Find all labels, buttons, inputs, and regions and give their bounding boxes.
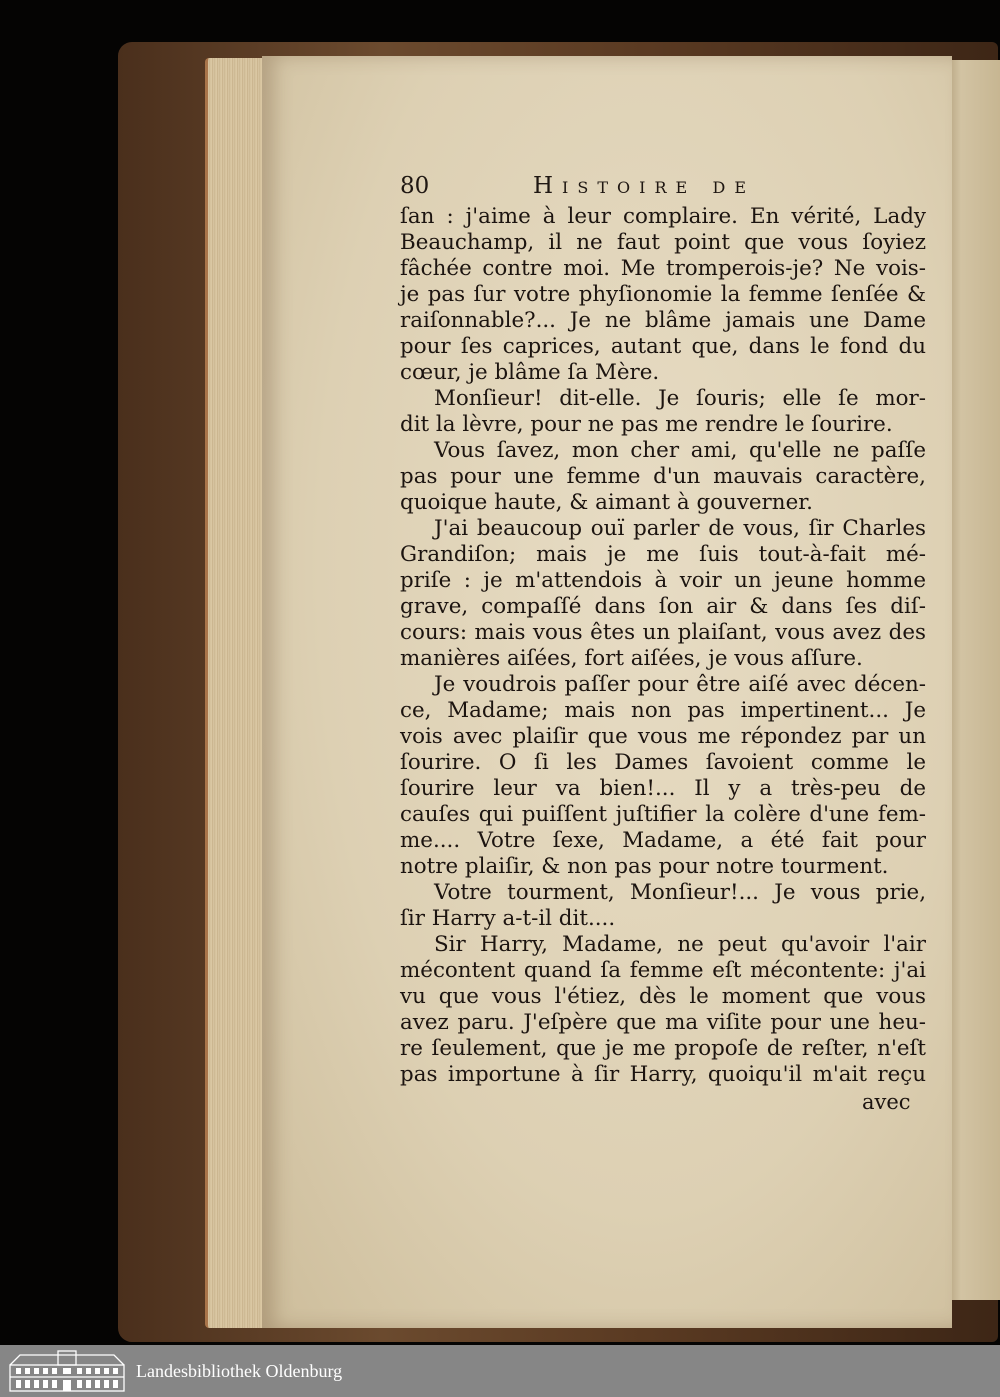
page-number: 80 bbox=[400, 173, 430, 199]
text-line: ſan : j'aime à leur complaire. En vérité, Lady bbox=[400, 204, 926, 229]
text-line: manières aiſées, fort aiſées, je vous aſſure. bbox=[400, 646, 863, 671]
text-line: je pas ſur votre phyſionomie la femme ſenſée & bbox=[400, 282, 926, 307]
text-line: ce, Madame; mais non pas impertinent... Je bbox=[400, 698, 926, 723]
library-name: Landesbibliothek Oldenburg bbox=[136, 1361, 343, 1381]
text-line: J'ai beaucoup ouï parler de vous, ſir Charles bbox=[434, 516, 926, 541]
text-line: notre plaiſir, & non pas pour notre tourment. bbox=[400, 854, 889, 879]
text-line: pas pour une femme d'un mauvais caractère, bbox=[400, 464, 926, 489]
text-line: ſourire leur va bien!... Il y a très-peu de bbox=[400, 776, 926, 801]
page-edge-right bbox=[948, 60, 1000, 1300]
footer-bar bbox=[0, 1345, 1000, 1397]
text-line: vois avec plaiſir que vous me répondez par un bbox=[400, 724, 926, 749]
library-building-icon bbox=[8, 1349, 126, 1393]
text-line: pas importune à ſir Harry, quoiqu'il m'ait reçu bbox=[400, 1062, 926, 1087]
text-line: mécontent quand ſa femme eſt mécontente: j'ai bbox=[400, 958, 926, 983]
text-line: cours: mais vous êtes un plaiſant, vous avez des bbox=[400, 620, 926, 645]
text-line: priſe : je m'attendois à voir un jeune homme bbox=[400, 568, 926, 593]
text-line: avez paru. J'eſpère que ma viſite pour une heu- bbox=[400, 1010, 926, 1035]
text-line: ſir Harry a-t-il dit.... bbox=[400, 906, 616, 931]
running-title: Histoire de bbox=[533, 173, 755, 199]
text-line: Grandiſon; mais je me ſuis tout-à-fait mé- bbox=[400, 542, 926, 567]
text-line: me.... Votre ſexe, Madame, a été fait pour bbox=[400, 828, 926, 853]
text-line: dit la lèvre, pour ne pas me rendre le ſourire. bbox=[400, 412, 893, 437]
text-line: vu que vous l'étiez, dès le moment que vous bbox=[400, 984, 926, 1009]
text-line: raiſonnable?... Je ne blâme jamais une Dame bbox=[400, 308, 926, 333]
text-line: Monſieur! dit-elle. Je ſouris; elle ſe mor- bbox=[434, 386, 926, 411]
text-line: Votre tourment, Monſieur!... Je vous prie, bbox=[434, 880, 926, 905]
text-line: grave, compaſſé dans ſon air & dans ſes diſ- bbox=[400, 594, 926, 619]
text-line: pour ſes caprices, autant que, dans le fond du bbox=[400, 334, 926, 359]
text-line: Vous ſavez, mon cher ami, qu'elle ne paſſe bbox=[434, 438, 926, 463]
page-header bbox=[400, 168, 930, 204]
text-line: Je voudrois paſſer pour être aiſé avec décen- bbox=[434, 672, 926, 697]
catchword: avec bbox=[862, 1090, 911, 1114]
text-line: re ſeulement, que je me propoſe de reſter, n'eſt bbox=[400, 1036, 926, 1061]
text-line: fâchée contre moi. Me tromperois-je? Ne vois- bbox=[400, 256, 926, 281]
text-line: cœur, je blâme ſa Mère. bbox=[400, 360, 660, 385]
text-line: ſourire. O ſi les Dames ſavoient comme le bbox=[400, 750, 926, 775]
text-line: cauſes qui puiſſent juſtifier la colère d'une fem- bbox=[400, 802, 926, 827]
text-line: Beauchamp, il ne faut point que vous ſoyiez bbox=[400, 230, 926, 255]
body-text bbox=[400, 204, 926, 1088]
text-line: quoique haute, & aimant à gouverner. bbox=[400, 490, 813, 515]
text-line: Sir Harry, Madame, ne peut qu'avoir l'air bbox=[434, 932, 926, 957]
